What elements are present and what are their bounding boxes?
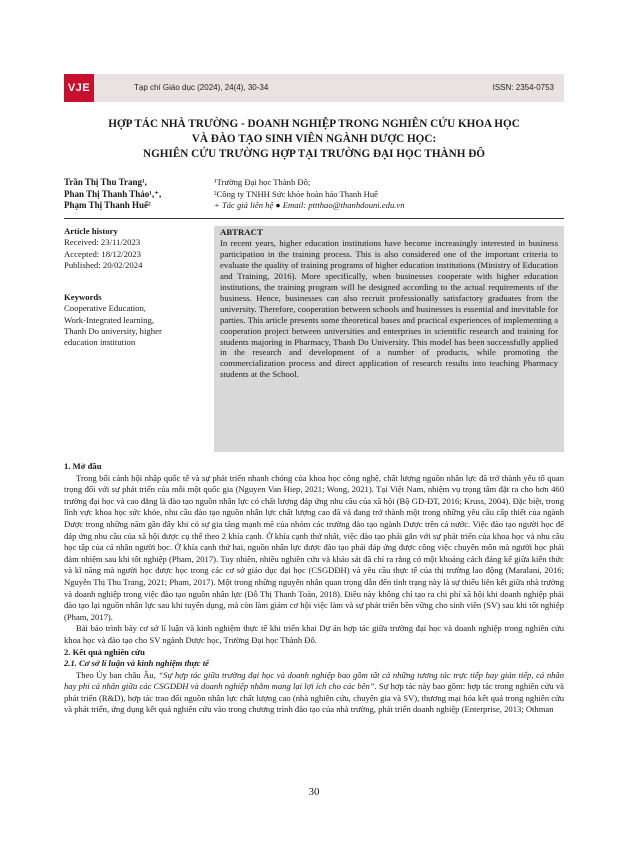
history-heading: Article history xyxy=(64,226,118,236)
author-list xyxy=(64,177,214,212)
affiliation-1: ¹Trường Đại học Thành Đô; xyxy=(214,177,311,187)
journal-logo: VJE xyxy=(64,74,94,102)
published-date: Published: 20/02/2024 xyxy=(64,259,143,270)
paragraph-3-quote: “Sự hợp tác giữa trường đại học và doanh nghiệp bao gồm tất cả những tương tác trực tiếp hay gián tiếp, cá nhân hay phi cá nhân giữa các CSGDĐH và doanh nghiệp nhằm mang lại lợi ích cho các bên” xyxy=(64,669,565,692)
article-body xyxy=(64,461,564,716)
received-date: Received: 23/11/2023 xyxy=(64,237,141,248)
title-line-2: VÀ ĐÀO TẠO SINH VIÊN NGÀNH DƯỢC HỌC: xyxy=(191,133,437,145)
header-bar xyxy=(94,74,564,102)
journal-header xyxy=(64,74,564,102)
article-title xyxy=(64,117,564,162)
corresponding-contact: + Tác giả liên hệ ● Email: pttthao@thanhdouni.edu.vn xyxy=(214,200,405,210)
article-history xyxy=(64,226,212,271)
abstract-box xyxy=(214,226,564,452)
paragraph-3-rest: . Sự hợp tác này bao gồm: hợp tác trong nghiên cứu và phát triển (R&D), hợp tác trao đổi nguồn nhân lực chất lượng cao (nhà nghiên cứu, chuyên gia và SV), thương mại hóa kết quả trong nghiên cứu và phát triển, ứng dụng kết quả nghiên cứu vào trong chương trình đào tạo của nhà trường, phát triển doanh nghiệp (Enterprise, 2013; Othman xyxy=(64,681,564,715)
affiliation-2: ²Công ty TNHH Sức khỏe hoàn hảo Thanh Huế xyxy=(214,188,378,199)
author-2: Phan Thị Thanh Thảo¹,⁺, xyxy=(64,188,162,199)
abstract-text: In recent years, higher education institutions have become increasingly interested in business participation in the training process. This is also considered one of the important criteria to evaluate the quality of training programs of higher education institutions (Ministry of Education and Training, 2016). More specifically, when businesses cooperate with higher education institutions, the training program will be designed according to the actual requirements of the business. Hence, businesses can also recruit professionally satisfactory graduates from the university. Therefore, cooperation between schools and businesses is essential and inevitable for parties. This article presents some theoretical bases and practical experiences of implementing a cooperation project between universities and enterprises in scientific research and training for students majoring in Pharmacy, Thanh Do University. This model has been successfully applied in the research and development of a number of products, while promoting the commercialization process and direct application of research results into teaching Pharmacy students at the School. xyxy=(220,237,558,380)
keyword-line-3: Thanh Do university, higher xyxy=(64,325,162,336)
section-heading-intro: 1. Mở đầu xyxy=(64,461,102,471)
accepted-date: Accepted: 18/12/2023 xyxy=(64,248,141,259)
author-3: Phạm Thị Thanh Huế² xyxy=(64,200,151,210)
subsection-heading-theory: 2.1. Cơ sở lí luận và kinh nghiệm thực tế xyxy=(64,658,209,669)
paragraph-3-lead: Theo Ủy ban châu Âu, xyxy=(76,669,159,680)
abstract-heading: ABTRACT xyxy=(220,227,263,237)
keywords-block xyxy=(64,292,212,348)
journal-issn: ISSN: 2354-0753 xyxy=(492,83,554,92)
paragraph-1: Trong bối cảnh hội nhập quốc tế và sự phát triển nhanh chóng của khoa học công nghệ, chất lượng nguồn nhân lực đã trở thành yếu tố quan trọng đối với sự phát triển của mỗi một quốc gia (Nguyen Van Hiep, 2021; Wong, 2021). Tại Việt Nam, nhiệm vụ trọng tâm đặt ra cho hơn 460 trường đại học và cao đẳng là đào tạo nguồn nhân lực có chất lượng đáp ứng nhu cầu của xã hội (Bộ GD-ĐT, 2016; Kruss, 2004). Đặc biệt, trong lĩnh vực khoa học sức khỏe, nhu cầu đào tạo nguồn nhân lực chất lượng cao đã và đang trở thành một trong những yêu cầu cấp thiết của ngành Dược trong những năm gần đây khi có sự gia tăng mạnh mẽ của nhóm các trường đào tạo ngành Dược trên cả nước. Việc đào tạo người học để đáp ứng nhu cầu của xã hội được cụ thể theo 2 khía cạnh. Ở khía cạnh thứ nhất, việc đào tạo phải gắn với sự phát triển của khoa học và nhu cầu học tập của cá nhân người học. Ở khía cạnh thứ hai, nguồn nhân lực được đào tạo phải đáp ứng được công việc chuyên môn mà người học phải đảm nhiệm sau khi tốt nghiệp (Pham, 2017). Tuy nhiên, nhiều nghiên cứu và khảo sát đã chỉ ra rằng có một khoảng cách đáng kể giữa kiến thức và kĩ năng mà người học được học trong các cơ sở giáo dục đại học (CSGDĐH) và yêu cầu thực tế của thị trường lao động (Maralani, 2016; Nguyễn Thị Thu Trang, 2021; Pham, 2017). Một trong những nguyên nhân quan trọng dẫn đến tình trạng này là sự thiếu liên kết giữa nhà trường và doanh nghiệp trong việc đào tạo nguồn nhân lực (Đỗ Thị Thanh Toàn, 2018). Điều này không chỉ tạo ra chi phí xã hội khi doanh nghiệp phải đào tạo lại nguồn nhân lực sau khi tuyển dụng, mà còn làm giảm cơ hội việc làm và sự phát triển bền vững cho sinh viên (SV) sau khi tốt nghiệp (Pham, 2017). xyxy=(64,472,564,622)
paragraph-3 xyxy=(64,670,564,716)
paragraph-2: Bài báo trình bày cơ sở lí luận và kinh nghiệm thực tế khi triển khai Dự án hợp tác giữa trường đại học và doanh nghiệp trong nghiên cứu khoa học và đào tạo cho SV ngành Dược học, Trường Đại học Thành Đô. xyxy=(64,623,564,645)
keywords-heading: Keywords xyxy=(64,292,102,302)
title-line-3: NGHIÊN CỨU TRƯỜNG HỢP TẠI TRƯỜNG ĐẠI HỌC THÀNH ĐÔ xyxy=(143,148,485,160)
header-divider xyxy=(64,218,564,219)
section-heading-results: 2. Kết quả nghiên cứu xyxy=(64,646,145,657)
title-line-1: HỢP TÁC NHÀ TRƯỜNG - DOANH NGHIỆP TRONG NGHIÊN CỨU KHOA HỌC xyxy=(108,118,520,130)
keyword-line-1: Cooperative Education, xyxy=(64,303,147,314)
affiliations xyxy=(214,177,564,212)
keyword-line-2: Work-Integrated learning, xyxy=(64,314,154,325)
keyword-line-4: education institution xyxy=(64,337,136,348)
journal-citation: Tạp chí Giáo dục (2024), 24(4), 30-34 xyxy=(134,83,269,92)
author-1: Trần Thị Thu Trang¹, xyxy=(64,177,147,187)
page-number: 30 xyxy=(308,786,320,798)
